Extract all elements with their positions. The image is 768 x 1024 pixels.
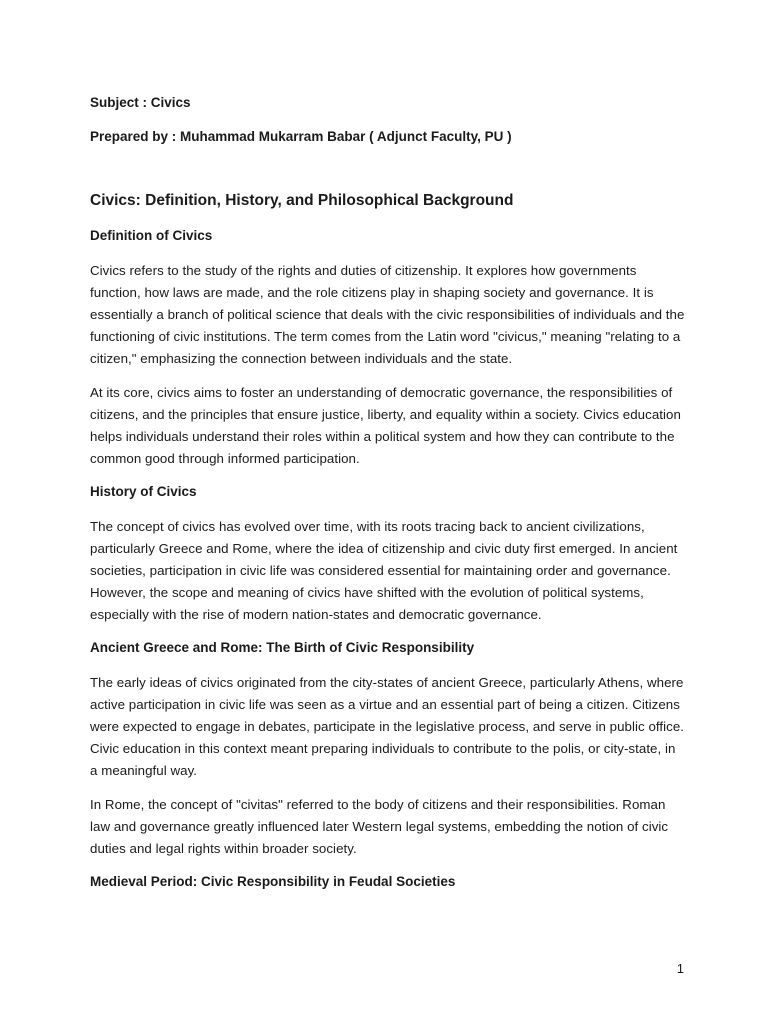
paragraph: At its core, civics aims to foster an understanding of democratic governance, the responsibilities of citizens, and the principles that ensure justice, liberty, and equality within a society. Civics education helps individuals understand their roles within a political system and how they can contribute to the common good through informed participation. — [90, 385, 681, 466]
paragraph: The concept of civics has evolved over time, with its roots tracing back to ancient civilizations, particularly Greece and Rome, where the idea of citizenship and civic duty first emerged. In ancient societies, participation in civic life was considered essential for maintaining order and governance. However, the scope and meaning of civics have shifted with the evolution of political systems, especially with the rise of modern nation-states and democratic governance. — [90, 519, 678, 622]
subject-line: Subject : Civics — [90, 95, 191, 110]
document-title: Civics: Definition, History, and Philosophical Background — [90, 192, 514, 209]
section-heading-history: History of Civics — [90, 484, 197, 499]
page-number: 1 — [676, 961, 684, 976]
document-body — [90, 93, 686, 906]
paragraph: The early ideas of civics originated from the city-states of ancient Greece, particularly Athens, where active participation in civic life was seen as a virtue and an essential part of being a citizen. Citizens were expected to engage in debates, participate in the legislative process, and serve in public office. Civic education in this context meant preparing individuals to contribute to the polis, or city-state, in a meaningful way. — [90, 675, 685, 778]
paragraph: Civics refers to the study of the rights and duties of citizenship. It explores how governments function, how laws are made, and the role citizens play in shaping society and governance. It is essentially a branch of political science that deals with the civic responsibilities of individuals and the functioning of civic institutions. The term comes from the Latin word "civicus," meaning "relating to a citizen," emphasizing the connection between individuals and the state. — [90, 263, 685, 366]
paragraph: In Rome, the concept of "civitas" referred to the body of citizens and their responsibilities. Roman law and governance greatly influenced later Western legal systems, embedding the notion of civic duties and legal rights within broader society. — [90, 797, 669, 856]
prepared-by-line: Prepared by : Muhammad Mukarram Babar ( Adjunct Faculty, PU ) — [90, 129, 512, 144]
section-heading-greece-rome: Ancient Greece and Rome: The Birth of Civic Responsibility — [90, 640, 475, 655]
section-heading-definition: Definition of Civics — [90, 228, 213, 243]
section-heading-medieval: Medieval Period: Civic Responsibility in Feudal Societies — [90, 874, 456, 889]
